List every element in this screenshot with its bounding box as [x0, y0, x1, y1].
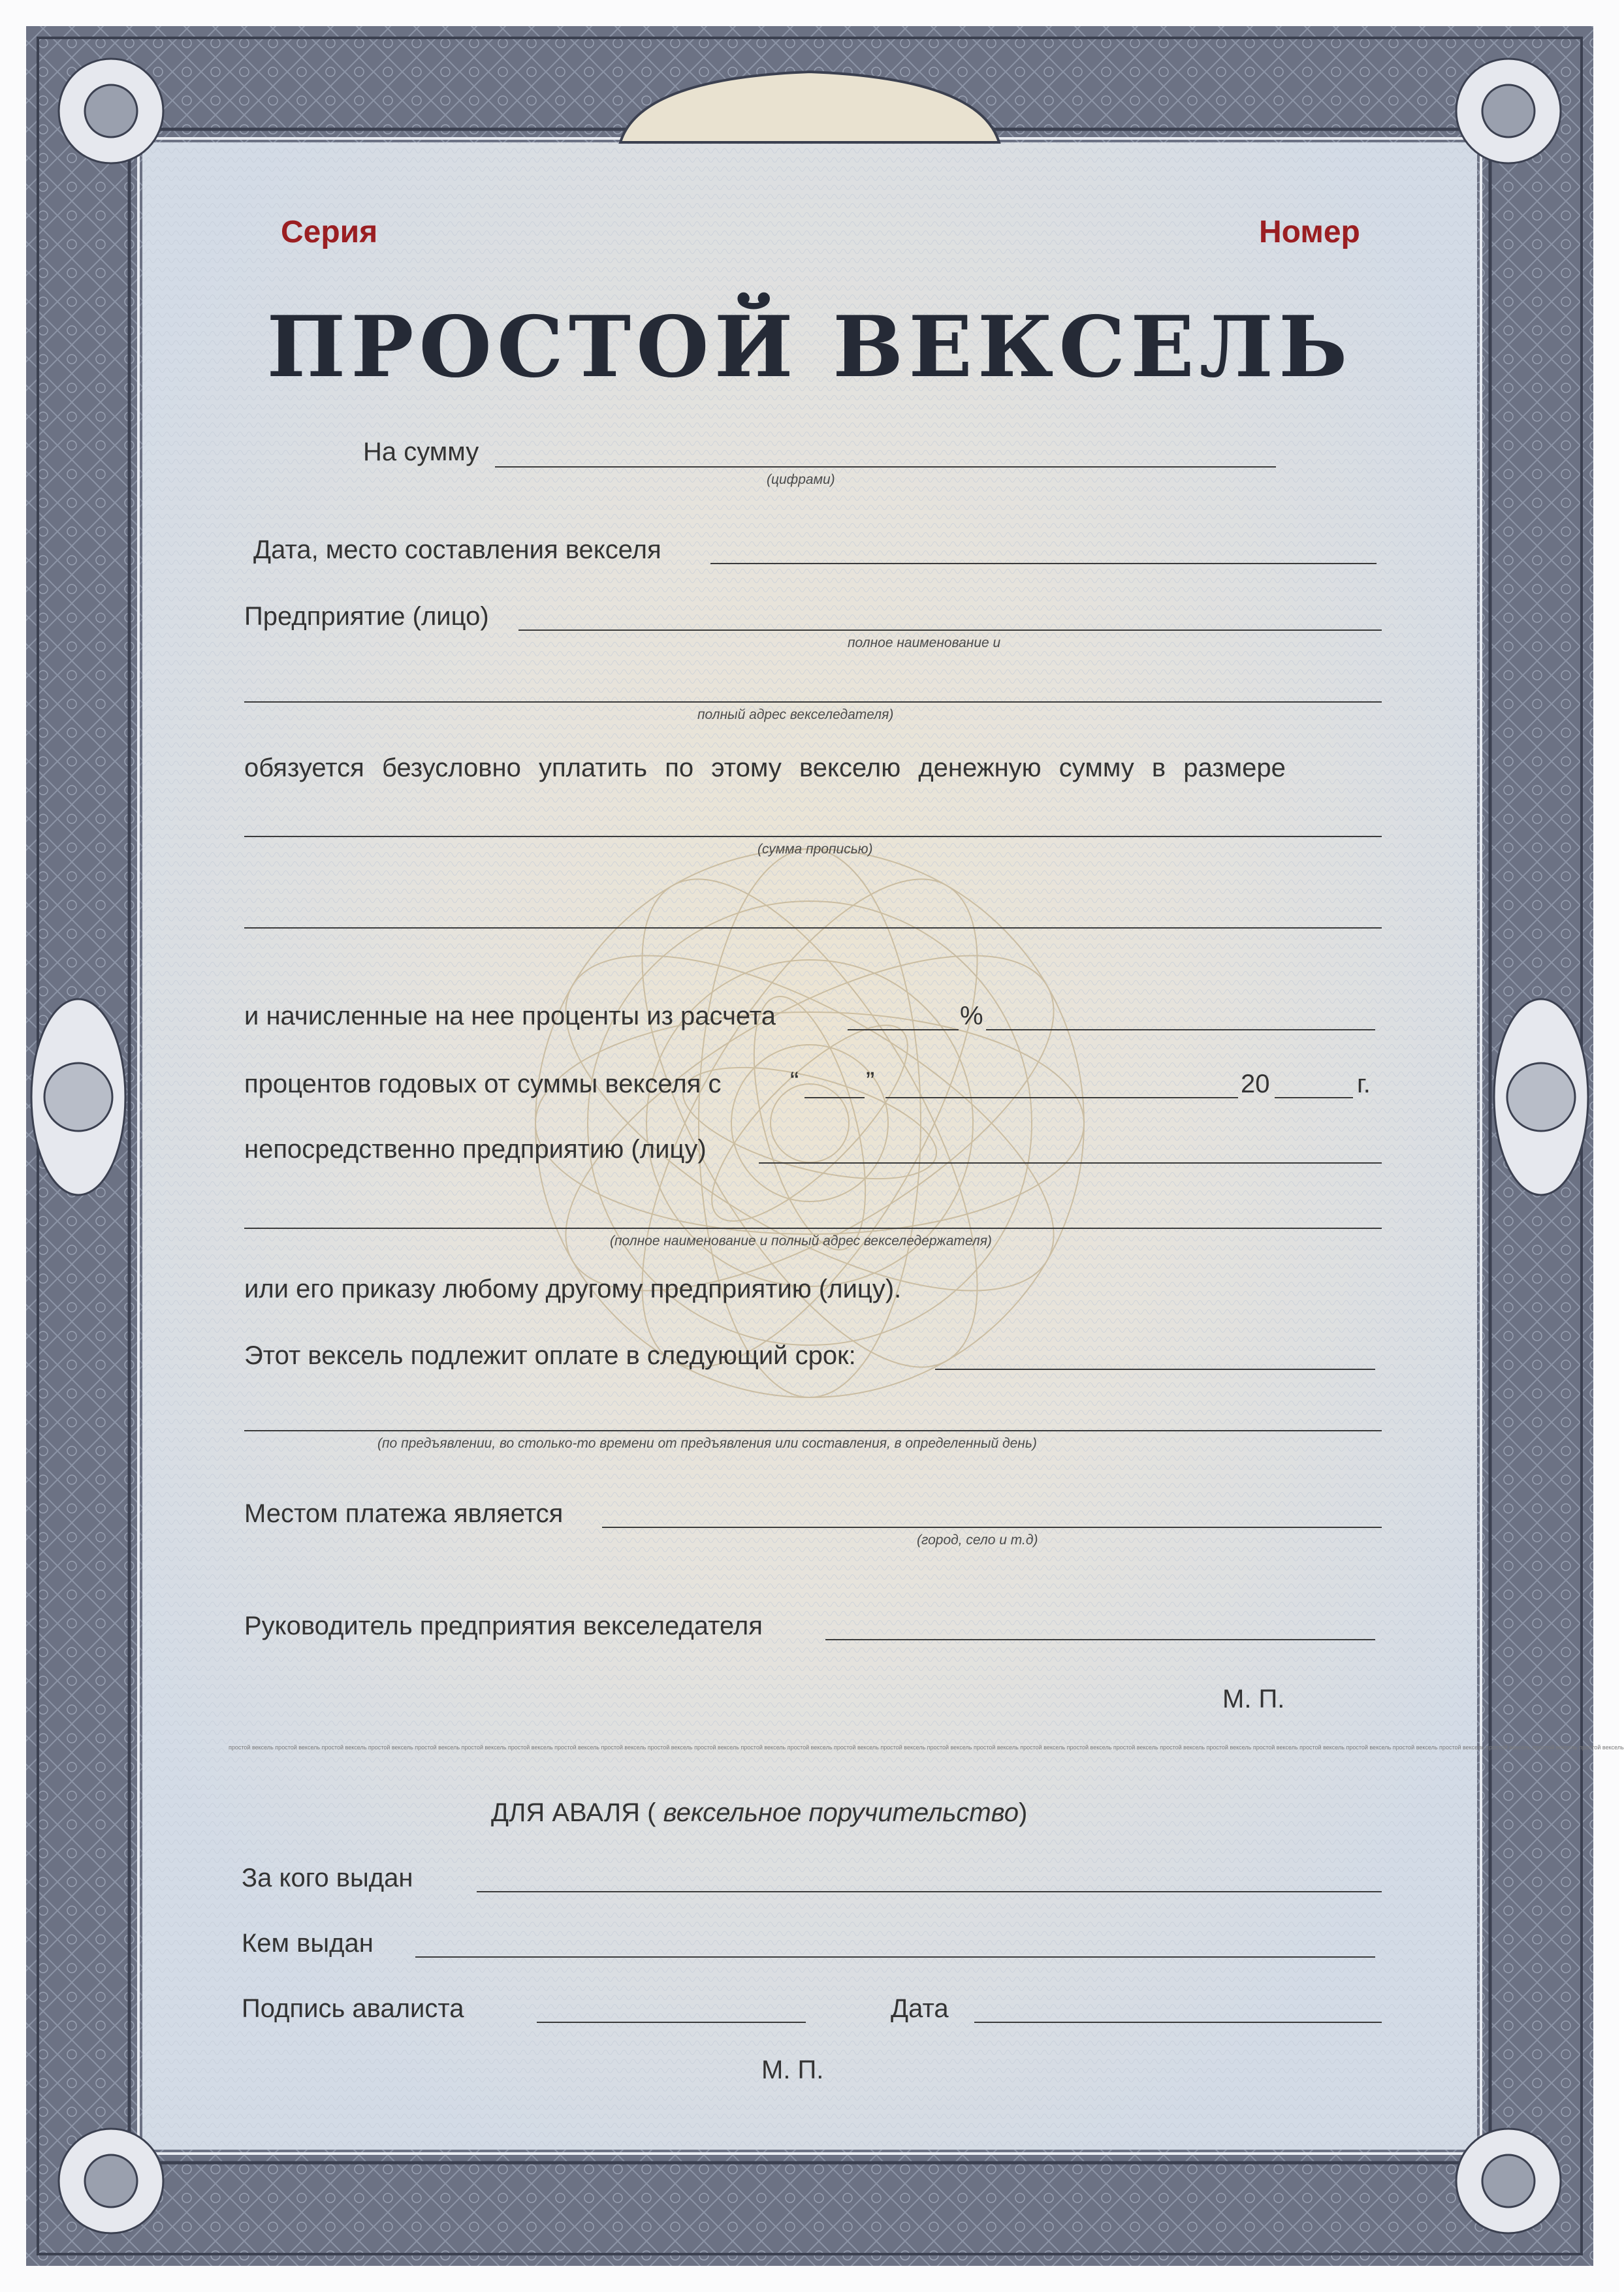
place-caption: (город, село и т.д): [917, 1533, 1038, 1548]
amount-caption: (цифрами): [767, 472, 835, 487]
address-field[interactable]: [244, 701, 1382, 703]
amount-label: На сумму: [363, 438, 479, 466]
enterprise-caption: полное наименование и: [848, 635, 1001, 650]
annual-label: процентов годовых от суммы векселя с: [244, 1070, 722, 1098]
start-year-field[interactable]: [1275, 1097, 1353, 1098]
obligation-text: обязуется безусловно уплатить по этому векселю денежную сумму в размере: [244, 754, 1286, 782]
aval-heading-close: ): [1018, 1798, 1028, 1827]
place-label: Местом платежа является: [244, 1499, 564, 1528]
date-place-label: Дата, место составления векселя: [253, 535, 661, 564]
stamp-place-2: М. П.: [761, 2056, 824, 2084]
aval-date-label: Дата: [891, 1994, 949, 2023]
stamp-place-1: М. П.: [1222, 1685, 1285, 1713]
number-label: Номер: [1259, 215, 1360, 249]
aval-date-field[interactable]: [974, 2022, 1382, 2023]
signature-label: Подпись авалиста: [242, 1994, 464, 2023]
for-whom-field[interactable]: [477, 1891, 1382, 1892]
place-field[interactable]: [602, 1527, 1382, 1528]
date-place-field[interactable]: [710, 563, 1377, 564]
enterprise-label: Предприятие (лицо): [244, 602, 489, 631]
sum-words-field-2[interactable]: [244, 927, 1382, 929]
order-text: или его приказу любому другому предприятию (лицу).: [244, 1275, 902, 1303]
quote-close: ”: [866, 1067, 875, 1096]
payee-field[interactable]: [759, 1162, 1382, 1164]
for-whom-label: За кого выдан: [242, 1864, 413, 1892]
director-label: Руководитель предприятия векселедателя: [244, 1612, 763, 1640]
microtext-line: простой вексель простой вексель простой вексель простой вексель простой вексель простой вексель простой вексель простой вексель простой вексель простой вексель простой вексель простой вексель простой вексель простой вексель простой вексель простой вексель простой вексель простой вексель простой вексель простой вексель простой вексель простой вексель простой вексель простой вексель простой вексель простой вексель простой вексель простой вексель простой вексель простой вексель: [229, 1744, 1624, 1751]
start-month-field[interactable]: [885, 1097, 1238, 1098]
sum-words-field[interactable]: [244, 836, 1382, 837]
year-suffix: г.: [1357, 1070, 1371, 1098]
quote-open: “: [790, 1067, 799, 1096]
aval-heading: [491, 1800, 1027, 1826]
aval-heading-italic: вексельное поручительство: [663, 1798, 1019, 1827]
address-caption: полный адрес векселедателя): [697, 707, 894, 722]
enterprise-field[interactable]: [518, 629, 1382, 631]
term-label: Этот вексель подлежит оплате в следующий срок:: [244, 1341, 856, 1370]
payee-label: непосредственно предприятию (лицу): [244, 1135, 707, 1164]
issued-by-label: Кем выдан: [242, 1929, 374, 1958]
payee-field-2[interactable]: [244, 1228, 1382, 1229]
document-title: ПРОСТОЙ ВЕКСЕЛЬ: [266, 298, 1353, 396]
percent-sign: %: [960, 1002, 983, 1030]
interest-rate-field[interactable]: [848, 1029, 959, 1030]
term-field-2[interactable]: [244, 1430, 1382, 1431]
payee-caption: (полное наименование и полный адрес векселедержателя): [610, 1234, 992, 1249]
term-field[interactable]: [935, 1369, 1375, 1370]
aval-signature-field[interactable]: [537, 2022, 806, 2023]
term-caption: (по предъявлении, во столько-то времени от предъявления или составления, в определенный день): [377, 1436, 1037, 1451]
amount-field[interactable]: [495, 466, 1276, 468]
year-prefix: 20: [1241, 1070, 1270, 1098]
sum-words-caption: (сумма прописью): [757, 842, 873, 857]
series-label: Серия: [281, 215, 378, 249]
director-signature-field[interactable]: [825, 1639, 1375, 1640]
aval-heading-text: ДЛЯ АВАЛЯ (: [491, 1798, 656, 1827]
interest-extra-field[interactable]: [986, 1029, 1375, 1030]
start-day-field[interactable]: [804, 1097, 865, 1098]
issued-by-field[interactable]: [415, 1956, 1375, 1958]
interest-label: и начисленные на нее проценты из расчета: [244, 1002, 776, 1030]
